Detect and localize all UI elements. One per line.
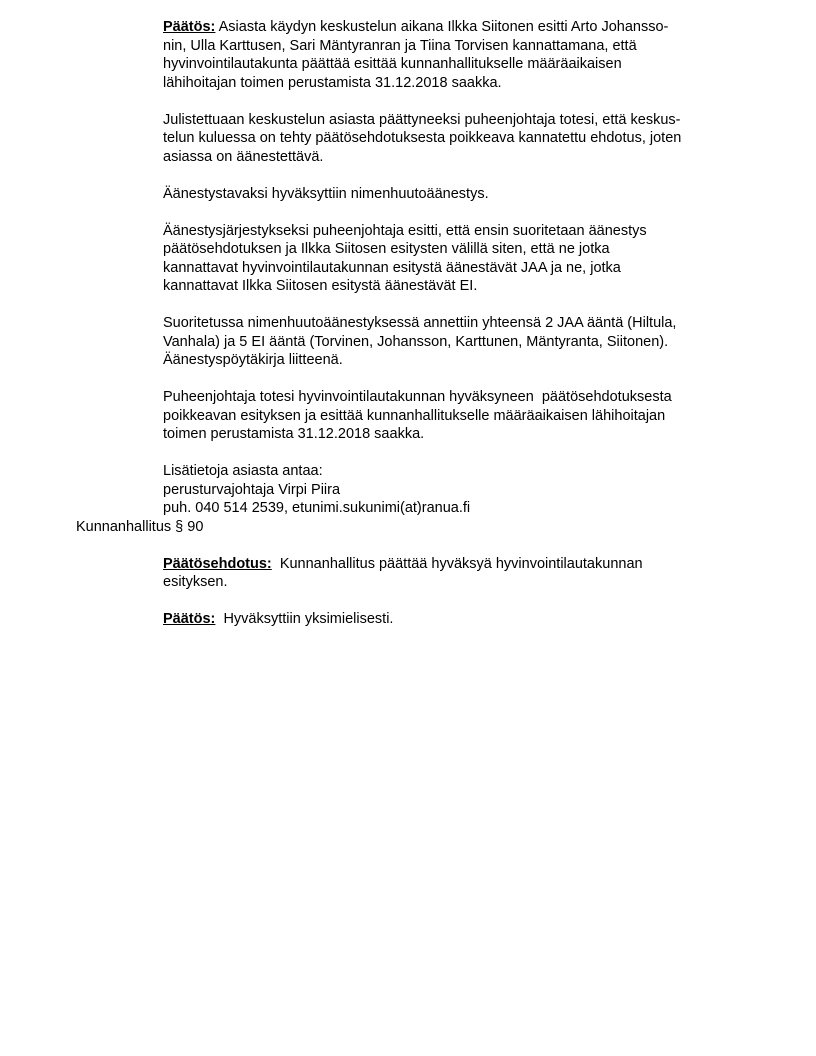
- decision-line: Päätös: Asiasta käydyn keskustelun aikana Ilkka Siitonen esitti Arto Johansso-: [163, 19, 669, 35]
- text-line: nin, Ulla Karttusen, Sari Mäntyranran ja Tiina Torvisen kannattamana, että: [163, 37, 637, 54]
- proposal-line: Päätösehdotus: Kunnanhallitus päättää hyväksyä hyvinvointilautakunnan: [163, 555, 643, 572]
- text-line: hyvinvointilautakunta päättää esittää kunnanhallitukselle määräaikaisen: [163, 56, 622, 72]
- text-line: päätösehdotuksen ja Ilkka Siitosen esitysten välillä siten, että ne jotka: [163, 241, 610, 257]
- text-line: Äänestysjärjestykseksi puheenjohtaja esitti, että ensin suoritetaan äänestys: [163, 222, 647, 239]
- decision-label: Päätös:: [163, 19, 216, 35]
- text-line: lähihoitajan toimen perustamista 31.12.2018 saakka.: [163, 74, 502, 91]
- contact-line: perusturvajohtaja Virpi Piira: [163, 481, 341, 498]
- text-line: Suoritetussa nimenhuutoäänestyksessä annettiin yhteensä 2 JAA ääntä (Hiltula,: [163, 315, 677, 331]
- text-line: Äänestyspöytäkirja liitteenä.: [163, 352, 343, 368]
- section-heading: Kunnanhallitus § 90: [76, 518, 204, 535]
- contact-line: puh. 040 514 2539, etunimi.sukunimi(at)ranua.fi: [163, 500, 471, 516]
- text-line: Puheenjohtaja totesi hyvinvointilautakunnan hyväksyneen päätösehdotuksesta: [163, 389, 672, 405]
- contact-line: Lisätietoja asiasta antaa:: [163, 463, 323, 479]
- document-page: [0, 18, 816, 629]
- text-line: Äänestystavaksi hyväksyttiin nimenhuutoäänestys.: [163, 185, 489, 202]
- text-line: Vanhala) ja 5 EI ääntä (Torvinen, Johansson, Karttunen, Mäntyranta, Siitonen).: [163, 333, 669, 350]
- text-line: toimen perustamista 31.12.2018 saakka.: [163, 426, 425, 442]
- text-line: telun kuluessa on tehty päätösehdotuksesta poikkeava kannatettu ehdotus, joten: [163, 130, 682, 146]
- decision-line: Päätös: Hyväksyttiin yksimielisesti.: [163, 611, 394, 627]
- decision-label: Päätös:: [163, 611, 216, 627]
- text-line: poikkeavan esityksen ja esittää kunnanhallitukselle määräaikaisen lähihoitajan: [163, 407, 666, 424]
- proposal-label: Päätösehdotus:: [163, 555, 272, 572]
- text-line: kannattavat hyvinvointilautakunnan esitystä äänestävät JAA ja ne, jotka: [163, 259, 621, 276]
- text-line: asiassa on äänestettävä.: [163, 148, 324, 165]
- text-line: Julistettuaan keskustelun asiasta päättyneeksi puheenjohtaja totesi, että keskus-: [163, 111, 681, 128]
- text-line: esityksen.: [163, 574, 228, 590]
- text-line: kannattavat Ilkka Siitosen esitystä äänestävät EI.: [163, 278, 478, 294]
